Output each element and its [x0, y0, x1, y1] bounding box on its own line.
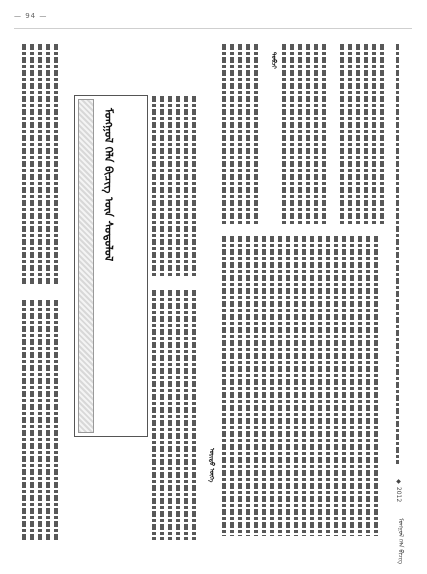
footer-mark: ◆ 2012: [395, 478, 402, 503]
sub-heading: ᠲᠣᠪᠴᠢ: [270, 52, 277, 69]
journal-name: ᠮᠣᠩᠭᠣᠯ ᠬᠡᠯᠡ ᠪᠢᠴᠢᠭ: [397, 518, 404, 565]
text-column: [306, 44, 310, 224]
text-column: [326, 236, 330, 536]
text-column: [238, 44, 242, 224]
text-column: [302, 236, 306, 536]
text-column: [168, 290, 172, 540]
text-column: [294, 236, 298, 536]
text-column: [380, 44, 384, 224]
text-column: [168, 96, 172, 276]
text-column: [230, 44, 234, 224]
text-column: [254, 236, 258, 536]
text-column: [184, 290, 188, 540]
text-column: [38, 44, 42, 284]
text-column: [30, 300, 34, 540]
text-column: [22, 44, 26, 284]
text-column: [160, 96, 164, 276]
text-column: [270, 236, 274, 536]
text-column: [192, 96, 196, 276]
section-heading: ᠤᠷᠢᠳᠤ ᠦᠭᠡ: [208, 448, 215, 483]
text-column: [160, 290, 164, 540]
text-column: [46, 44, 50, 284]
text-column: [334, 236, 338, 536]
text-column: [340, 44, 344, 224]
header-rule: [14, 28, 412, 29]
text-column: [356, 44, 360, 224]
running-header: [396, 44, 399, 464]
text-column: [310, 236, 314, 536]
text-column: [372, 44, 376, 224]
text-column: [282, 44, 286, 224]
text-column: [222, 236, 226, 536]
text-column: [358, 236, 362, 536]
text-column: [262, 236, 266, 536]
text-column: [238, 236, 242, 536]
text-column: [30, 44, 34, 284]
text-column: [176, 290, 180, 540]
page-number: — 94 —: [14, 12, 48, 20]
text-column: [152, 96, 156, 276]
text-column: [192, 290, 196, 540]
text-column: [350, 236, 354, 536]
text-column: [184, 96, 188, 276]
text-column: [246, 44, 250, 224]
article-title: ᠮᠣᠩᠭᠣᠯ ᠬᠡᠯᠡ ᠪᠢᠴᠢᠭ ᠦᠨ ᠰᠤᠳᠤᠯᠤᠯ: [102, 108, 115, 262]
text-column: [290, 44, 294, 224]
text-column: [366, 236, 370, 536]
decorative-border: [78, 99, 94, 433]
text-column: [54, 44, 58, 284]
text-column: [286, 236, 290, 536]
text-column: [152, 290, 156, 540]
text-column: [176, 96, 180, 276]
text-column: [54, 300, 58, 540]
text-column: [342, 236, 346, 536]
text-column: [254, 44, 258, 224]
text-column: [230, 236, 234, 536]
text-column: [374, 236, 378, 536]
text-column: [314, 44, 318, 224]
text-column: [38, 300, 42, 540]
text-column: [222, 44, 226, 224]
text-column: [46, 300, 50, 540]
text-column: [298, 44, 302, 224]
text-column: [278, 236, 282, 536]
text-column: [364, 44, 368, 224]
text-column: [22, 300, 26, 540]
text-column: [318, 236, 322, 536]
article-title-box: [74, 95, 148, 437]
text-column: [322, 44, 326, 224]
text-column: [348, 44, 352, 224]
text-column: [246, 236, 250, 536]
